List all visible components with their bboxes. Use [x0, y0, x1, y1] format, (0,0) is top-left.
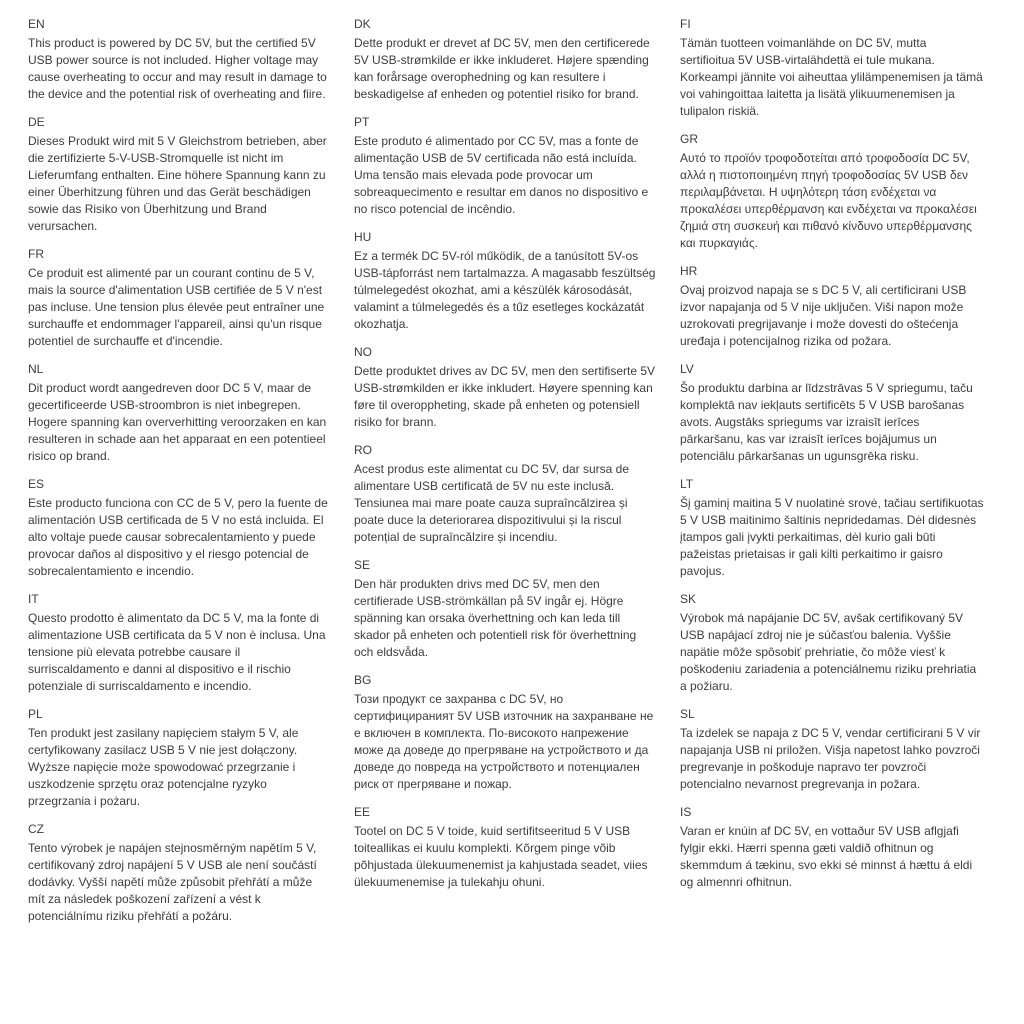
language-section-bg	[354, 672, 658, 793]
language-text: Varan er knúin af DC 5V, en vottaður 5V USB aflgjafi fylgir ekki. Hærri spenna gæti valdið ofhitnun og skemmdum á tækinu, svo ekki sé minnst á hættu á eldi og almennri ofhitnun.	[680, 824, 973, 889]
language-text: Šį gaminį maitina 5 V nuolatinė srovė, tačiau sertifikuotas 5 V USB maitinimo šaltinis nepridedamas. Dėl didesnės įtampos gali įvykti perkaitimas, dėl kurio gali būti pažeistas prietaisas ir gali kilti perkaitimo ir gaisro pavojus.	[680, 496, 984, 578]
language-section-ro	[354, 442, 658, 546]
language-section-gr	[680, 131, 984, 252]
language-text: This product is powered by DC 5V, but the certified 5V USB power source is not included. Higher voltage may cause overheating to occur and may result in damage to the device and the potential risk of overheating and fiire.	[28, 36, 327, 101]
language-code: EN	[28, 17, 45, 31]
language-text: Ovaj proizvod napaja se s DC 5 V, ali certificirani USB izvor napajanja od 5 V nije uključen. Viši napon može uzrokovati pregrijavanje i može dovesti do oštećenja uređaja i potencijalnog rizika od požara.	[680, 283, 967, 348]
language-section-it	[28, 591, 332, 695]
text-column-3	[680, 16, 984, 1024]
language-text: Den här produkten drivs med DC 5V, men den certifierade USB-strömkällan på 5V ingår ej. Högre spänning kan orsaka överhettning och kan leda till skador på enheten och potentiell risk för överhettning och eldsvåda.	[354, 577, 637, 659]
language-code: DK	[354, 17, 371, 31]
language-text: Dit product wordt aangedreven door DC 5 V, maar de gecertificeerde USB-stroombron is niet inbegrepen. Hogere spanning kan oververhitting veroorzaken en kan resulteren in schade aan het apparaat en een potentieel risico op brand.	[28, 381, 327, 463]
language-section-sk	[680, 591, 984, 695]
language-code: BG	[354, 673, 372, 687]
language-code: RO	[354, 443, 372, 457]
language-text: Αυτό το προϊόν τροφοδοτείται από τροφοδοσία DC 5V, αλλά η πιστοποιημένη πηγή τροφοδοσίας 5V USB δεν περιλαμβάνεται. Η υψηλότερη τάση ενδέχεται να προκαλέσει υπερθέρμανση και ενδέχεται να προκαλέσει ζημιά στη συσκευή και πιθανό κίνδυνο υπερθέρμανσης και πυρκαγιάς.	[680, 151, 977, 250]
language-section-pt	[354, 114, 658, 218]
language-section-pl	[28, 706, 332, 810]
language-code: IT	[28, 592, 39, 606]
language-section-nl	[28, 361, 332, 465]
language-text: Ez a termék DC 5V-ról működik, de a tanúsított 5V-os USB-tápforrást nem tartalmazza. A magasabb feszültség túlmelegedést okozhat, ami a készülék károsodását, valamint a túlmelegedés és a tűz esetleges kockázatát okozhatja.	[354, 249, 656, 331]
language-code: ES	[28, 477, 45, 491]
language-section-se	[354, 557, 658, 661]
language-section-ee	[354, 804, 658, 891]
language-section-fi	[680, 16, 984, 120]
language-code: GR	[680, 132, 698, 146]
language-text: Výrobok má napájanie DC 5V, avšak certifikovaný 5V USB napájací zdroj nie je súčasťou balenia. Vyššie napätie môže spôsobiť prehriatie, čo môže viesť k poškodeniu zariadenia a potenciálnemu riziku prehriatia a požiaru.	[680, 611, 977, 693]
language-section-en	[28, 16, 332, 103]
language-code: IS	[680, 805, 692, 819]
language-section-hu	[354, 229, 658, 333]
language-code: LV	[680, 362, 694, 376]
language-text: Ten produkt jest zasilany napięciem stałym 5 V, ale certyfikowany zasilacz USB 5 V nie jest dołączony. Wyższe napięcie może spowodować przegrzanie i uszkodzenie sprzętu oraz potencjalne ryzyko przegrzania i pożaru.	[28, 726, 299, 808]
text-column-1	[28, 16, 332, 1024]
language-text: Este produto é alimentado por CC 5V, mas a fonte de alimentação USB de 5V certificada não está incluída. Uma tensão mais elevada pode provocar um sobreaquecimento e resultar em danos no dispositivo e no risco potencial de incêndio.	[354, 134, 649, 216]
language-text: Tämän tuotteen voimanlähde on DC 5V, mutta sertifioitua 5V USB-virtalähdettä ei tule mukana. Korkeampi jännite voi aiheuttaa ylilämpenemisen ja tämä voi vahingoittaa laitetta ja lisätä ylikuumenemisen ja tulipalon riskiä.	[680, 36, 983, 118]
text-column-2	[354, 16, 658, 1024]
language-section-fr	[28, 246, 332, 350]
language-text: Dette produktet drives av DC 5V, men den sertifiserte 5V USB-strømkilden er ikke inkludert. Høyere spenning kan føre til overoppheting, skade på enheten og potensiell risiko for brann.	[354, 364, 656, 429]
language-code: CZ	[28, 822, 44, 836]
language-text: Este producto funciona con CC de 5 V, pero la fuente de alimentación USB certificada de 5 V no está incluida. El alto voltaje puede causar sobrecalentamiento y puede provocar daños al dispositivo y el riesgo potencial de sobrecalentamiento e incendio.	[28, 496, 328, 578]
language-section-is	[680, 804, 984, 891]
language-code: FR	[28, 247, 44, 261]
language-code: HU	[354, 230, 372, 244]
language-code: SK	[680, 592, 697, 606]
language-section-hr	[680, 263, 984, 350]
language-text: Dieses Produkt wird mit 5 V Gleichstrom betrieben, aber die zertifizierte 5-V-USB-Stromquelle ist nicht im Lieferumfang enthalten. Eine höhere Spannung kann zu einer Überhitzung führen und das Gerät beschädigen sowie das Risiko von Überhitzung und Brand verursachen.	[28, 134, 327, 233]
language-text: Tootel on DC 5 V toide, kuid sertifitseeritud 5 V USB toiteallikas ei kuulu komplekti. Kõrgem pinge võib põhjustada ülekuumenemist ja kahjustada seadet, viies ülekuumenemise ja tulekahju ohuni.	[354, 824, 648, 889]
language-text: Ce produit est alimenté par un courant continu de 5 V, mais la source d'alimentation USB certifiée de 5 V n'est pas incluse. Une tension plus élevée peut entraîner une surchauffe et endommager l'appareil, ainsi qu'un risque potentiel de surchauffe et d'incendie.	[28, 266, 325, 348]
language-section-es	[28, 476, 332, 580]
language-text: Този продукт се захранва с DC 5V, но сертифицираният 5V USB източник на захранване не е включен в комплекта. По-високото напрежение може да доведе до прегряване на устройството и да доведе до повреда на устройството и потенциален риск от прегряване и пожар.	[354, 692, 654, 791]
language-code: PT	[354, 115, 370, 129]
language-section-dk	[354, 16, 658, 103]
language-section-lv	[680, 361, 984, 465]
language-code: NL	[28, 362, 44, 376]
language-section-cz	[28, 821, 332, 925]
language-code: PL	[28, 707, 43, 721]
language-section-no	[354, 344, 658, 431]
language-code: EE	[354, 805, 371, 819]
language-section-lt	[680, 476, 984, 580]
language-code: DE	[28, 115, 45, 129]
language-text: Tento výrobek je napájen stejnosměrným napětím 5 V, certifikovaný zdroj napájení 5 V USB ale není součástí dodávky. Vyšší napětí může způsobit přehřátí a může mít za následek poškození zařízení a vést k potenciálnímu riziku přehřátí a požáru.	[28, 841, 317, 923]
language-text: Questo prodotto è alimentato da DC 5 V, ma la fonte di alimentazione USB certificata da 5 V non è inclusa. Una tensione più elevata potrebbe causare il surriscaldamento e danni al dispositivo e il rischio potenziale di surriscaldamento e incendio.	[28, 611, 326, 693]
language-text: Šo produktu darbina ar līdzstrāvas 5 V spriegumu, taču komplektā nav iekļauts sertificēts 5 V USB barošanas avots. Augstāks spriegums var izraisīt ierīces pārkaršanu, kas var izraisīt ierīces bojājumus un potenciālu pārkaršanas un ugunsgrēka risku.	[680, 381, 973, 463]
language-text: Acest produs este alimentat cu DC 5V, dar sursa de alimentare USB certificată de 5V nu este inclusă. Tensiunea mai mare poate cauza supraîncălzirea și poate duce la deteriorarea dispozitivului și la riscul potențial de supraîncălzire și incendiu.	[354, 462, 630, 544]
language-text: Dette produkt er drevet af DC 5V, men den certificerede 5V USB-strømkilde er ikke inkluderet. Højere spænding kan forårsage overophedning og kan resultere i beskadigelse af enheden og potentiel risiko for brand.	[354, 36, 650, 101]
language-code: LT	[680, 477, 694, 491]
language-code: SL	[680, 707, 695, 721]
language-code: SE	[354, 558, 371, 572]
language-section-de	[28, 114, 332, 235]
language-code: HR	[680, 264, 698, 278]
language-text: Ta izdelek se napaja z DC 5 V, vendar certificirani 5 V vir napajanja USB ni priložen. Višja napetost lahko povzroči pregrevanje in poškoduje napravo ter povzroči potencialno nevarnost pregrevanja in požara.	[680, 726, 981, 791]
language-code: NO	[354, 345, 372, 359]
language-code: FI	[680, 17, 691, 31]
language-section-sl	[680, 706, 984, 793]
